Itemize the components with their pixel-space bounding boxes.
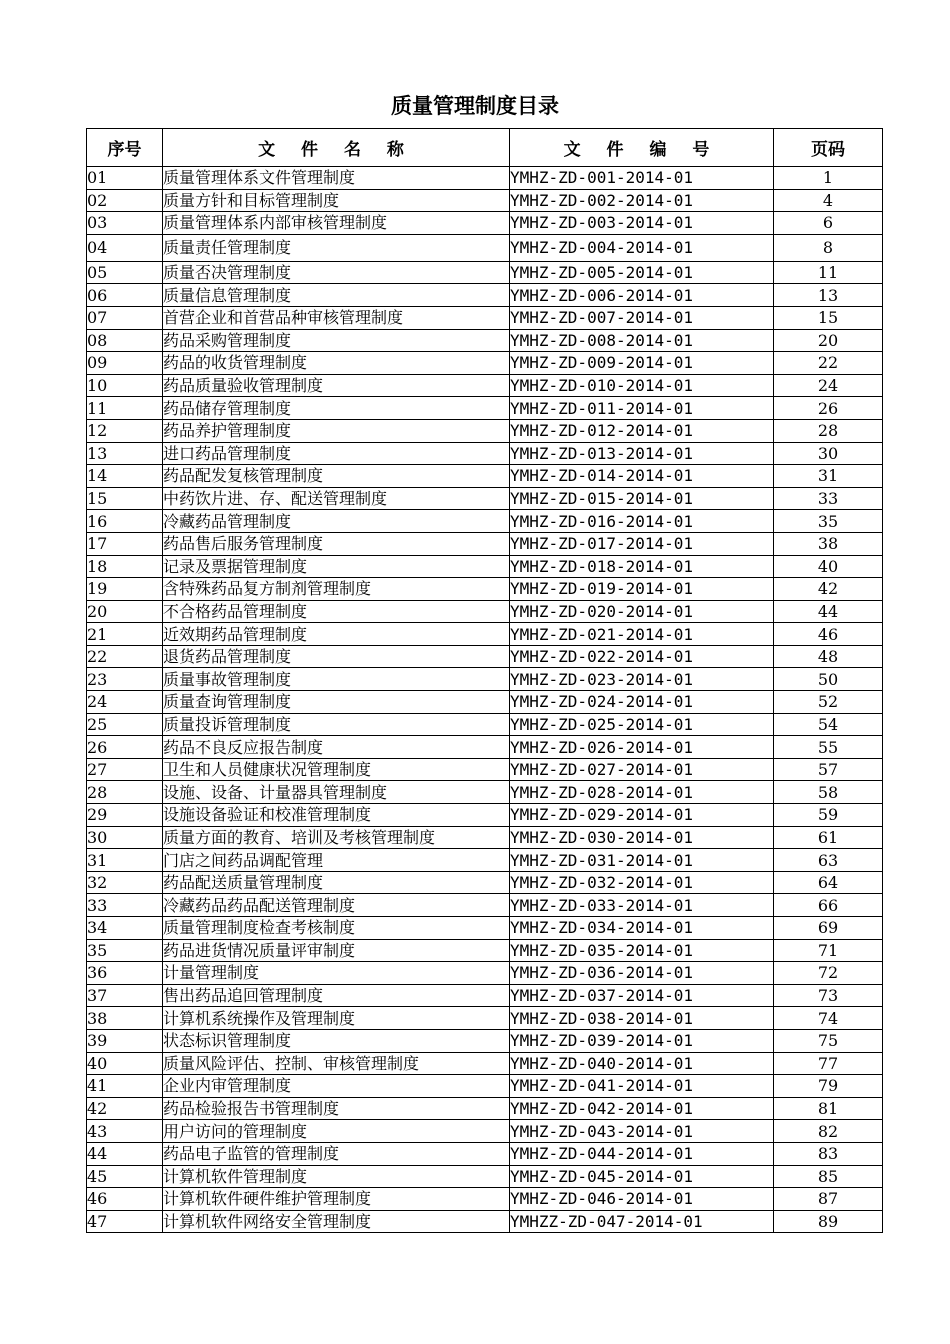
document-code: YMHZ-ZD-014-2014-01: [510, 465, 774, 488]
document-name: 记录及票据管理制度: [163, 555, 510, 578]
page-number: 66: [774, 894, 883, 917]
document-code: YMHZ-ZD-023-2014-01: [510, 668, 774, 691]
document-name: 设施、设备、计量器具管理制度: [163, 781, 510, 804]
table-row: [87, 894, 883, 917]
document-name: 药品的收货管理制度: [163, 352, 510, 375]
document-name: 冷藏药品管理制度: [163, 510, 510, 533]
document-name: 药品检验报告书管理制度: [163, 1097, 510, 1120]
row-number: 25: [87, 713, 163, 736]
document-code: YMHZ-ZD-038-2014-01: [510, 1007, 774, 1030]
row-number: 39: [87, 1029, 163, 1052]
row-number: 12: [87, 419, 163, 442]
document-code: YMHZ-ZD-034-2014-01: [510, 917, 774, 940]
row-number: 21: [87, 623, 163, 646]
document-name: 状态标识管理制度: [163, 1029, 510, 1052]
table-row: [87, 487, 883, 510]
header-number: 序号: [87, 129, 163, 167]
page-number: 11: [774, 261, 883, 284]
table-row: [87, 189, 883, 212]
document-code: YMHZ-ZD-011-2014-01: [510, 397, 774, 420]
table-row: [87, 167, 883, 190]
page-number: 64: [774, 871, 883, 894]
table-row: [87, 1188, 883, 1211]
row-number: 13: [87, 442, 163, 465]
row-number: 05: [87, 261, 163, 284]
document-code: YMHZ-ZD-021-2014-01: [510, 623, 774, 646]
row-number: 23: [87, 668, 163, 691]
table-row: [87, 600, 883, 623]
document-code: YMHZ-ZD-005-2014-01: [510, 261, 774, 284]
row-number: 37: [87, 984, 163, 1007]
page-number: 24: [774, 374, 883, 397]
row-number: 17: [87, 532, 163, 555]
page-number: 1: [774, 167, 883, 190]
document-name: 设施设备验证和校准管理制度: [163, 804, 510, 827]
document-name: 药品采购管理制度: [163, 329, 510, 352]
row-number: 34: [87, 917, 163, 940]
document-code: YMHZ-ZD-030-2014-01: [510, 826, 774, 849]
document-name: 药品不良反应报告制度: [163, 736, 510, 759]
table-row: [87, 962, 883, 985]
document-name: 含特殊药品复方制剂管理制度: [163, 578, 510, 601]
row-number: 45: [87, 1165, 163, 1188]
row-number: 18: [87, 555, 163, 578]
page-number: 82: [774, 1120, 883, 1143]
page-number: 33: [774, 487, 883, 510]
document-code: YMHZ-ZD-041-2014-01: [510, 1075, 774, 1098]
table-row: [87, 736, 883, 759]
table-row: [87, 234, 883, 261]
document-code: YMHZ-ZD-010-2014-01: [510, 374, 774, 397]
row-number: 41: [87, 1075, 163, 1098]
row-number: 26: [87, 736, 163, 759]
document-code: YMHZ-ZD-027-2014-01: [510, 758, 774, 781]
page-number: 35: [774, 510, 883, 533]
page-number: 61: [774, 826, 883, 849]
row-number: 27: [87, 758, 163, 781]
page-number: 31: [774, 465, 883, 488]
row-number: 24: [87, 691, 163, 714]
document-code: YMHZ-ZD-040-2014-01: [510, 1052, 774, 1075]
document-code: YMHZ-ZD-035-2014-01: [510, 939, 774, 962]
table-row: [87, 804, 883, 827]
table-row: [87, 668, 883, 691]
table-row: [87, 917, 883, 940]
page-number: 57: [774, 758, 883, 781]
document-name: 冷藏药品药品配送管理制度: [163, 894, 510, 917]
row-number: 33: [87, 894, 163, 917]
document-name: 质量否决管理制度: [163, 261, 510, 284]
page-number: 63: [774, 849, 883, 872]
row-number: 04: [87, 234, 163, 261]
table-row: [87, 329, 883, 352]
document-name: 质量投诉管理制度: [163, 713, 510, 736]
row-number: 40: [87, 1052, 163, 1075]
document-code: YMHZ-ZD-018-2014-01: [510, 555, 774, 578]
document-code: YMHZ-ZD-044-2014-01: [510, 1142, 774, 1165]
row-number: 42: [87, 1097, 163, 1120]
document-code: YMHZ-ZD-043-2014-01: [510, 1120, 774, 1143]
table-row: [87, 352, 883, 375]
document-code: YMHZ-ZD-009-2014-01: [510, 352, 774, 375]
page-number: 22: [774, 352, 883, 375]
row-number: 36: [87, 962, 163, 985]
page-number: 38: [774, 532, 883, 555]
table-row: [87, 374, 883, 397]
document-name: 药品售后服务管理制度: [163, 532, 510, 555]
document-code: YMHZ-ZD-025-2014-01: [510, 713, 774, 736]
page-number: 30: [774, 442, 883, 465]
table-row: [87, 1165, 883, 1188]
page-number: 55: [774, 736, 883, 759]
page-number: 50: [774, 668, 883, 691]
row-number: 47: [87, 1210, 163, 1233]
row-number: 10: [87, 374, 163, 397]
document-code: YMHZ-ZD-002-2014-01: [510, 189, 774, 212]
row-number: 46: [87, 1188, 163, 1211]
row-number: 30: [87, 826, 163, 849]
document-code: YMHZ-ZD-007-2014-01: [510, 306, 774, 329]
table-row: [87, 645, 883, 668]
document-name: 质量信息管理制度: [163, 284, 510, 307]
document-code: YMHZ-ZD-024-2014-01: [510, 691, 774, 714]
document-name: 卫生和人员健康状况管理制度: [163, 758, 510, 781]
document-code: YMHZ-ZD-017-2014-01: [510, 532, 774, 555]
page-number: 26: [774, 397, 883, 420]
document-name: 质量方面的教育、培训及考核管理制度: [163, 826, 510, 849]
table-row: [87, 419, 883, 442]
document-name: 进口药品管理制度: [163, 442, 510, 465]
row-number: 35: [87, 939, 163, 962]
row-number: 06: [87, 284, 163, 307]
document-code: YMHZ-ZD-003-2014-01: [510, 212, 774, 235]
document-name: 质量责任管理制度: [163, 234, 510, 261]
row-number: 09: [87, 352, 163, 375]
page-number: 42: [774, 578, 883, 601]
document-name: 质量管理体系文件管理制度: [163, 167, 510, 190]
page-number: 20: [774, 329, 883, 352]
document-name: 质量管理制度检查考核制度: [163, 917, 510, 940]
document-code: YMHZ-ZD-032-2014-01: [510, 871, 774, 894]
document-code: YMHZ-ZD-016-2014-01: [510, 510, 774, 533]
row-number: 07: [87, 306, 163, 329]
row-number: 14: [87, 465, 163, 488]
table-row: [87, 713, 883, 736]
page-number: 44: [774, 600, 883, 623]
table-row: [87, 871, 883, 894]
page-number: 79: [774, 1075, 883, 1098]
page-number: 71: [774, 939, 883, 962]
row-number: 43: [87, 1120, 163, 1143]
document-name: 质量风险评估、控制、审核管理制度: [163, 1052, 510, 1075]
page-number: 89: [774, 1210, 883, 1233]
document-name: 药品进货情况质量评审制度: [163, 939, 510, 962]
document-name: 门店之间药品调配管理: [163, 849, 510, 872]
table-row: [87, 1120, 883, 1143]
page-number: 58: [774, 781, 883, 804]
table-row: [87, 465, 883, 488]
page-number: 54: [774, 713, 883, 736]
row-number: 11: [87, 397, 163, 420]
table-row: [87, 984, 883, 1007]
document-code: YMHZ-ZD-006-2014-01: [510, 284, 774, 307]
table-row: [87, 212, 883, 235]
document-name: 计量管理制度: [163, 962, 510, 985]
page-number: 72: [774, 962, 883, 985]
header-row: [87, 129, 883, 167]
document-name: 药品储存管理制度: [163, 397, 510, 420]
page-number: 46: [774, 623, 883, 646]
document-code: YMHZZ-ZD-047-2014-01: [510, 1210, 774, 1233]
row-number: 29: [87, 804, 163, 827]
row-number: 32: [87, 871, 163, 894]
document-name: 药品养护管理制度: [163, 419, 510, 442]
table-row: [87, 1142, 883, 1165]
page-number: 52: [774, 691, 883, 714]
document-code: YMHZ-ZD-037-2014-01: [510, 984, 774, 1007]
document-name: 计算机软件硬件维护管理制度: [163, 1188, 510, 1211]
table-row: [87, 691, 883, 714]
table-row: [87, 1097, 883, 1120]
table-row: [87, 1210, 883, 1233]
row-number: 44: [87, 1142, 163, 1165]
row-number: 38: [87, 1007, 163, 1030]
table-row: [87, 849, 883, 872]
row-number: 19: [87, 578, 163, 601]
page-number: 74: [774, 1007, 883, 1030]
table-row: [87, 1029, 883, 1052]
document-name: 近效期药品管理制度: [163, 623, 510, 646]
page-number: 6: [774, 212, 883, 235]
document-name: 药品质量验收管理制度: [163, 374, 510, 397]
table-row: [87, 284, 883, 307]
document-name: 计算机软件管理制度: [163, 1165, 510, 1188]
row-number: 20: [87, 600, 163, 623]
document-code: YMHZ-ZD-039-2014-01: [510, 1029, 774, 1052]
document-index-table: [86, 128, 883, 1233]
document-name: 药品配送质量管理制度: [163, 871, 510, 894]
row-number: 08: [87, 329, 163, 352]
document-code: YMHZ-ZD-031-2014-01: [510, 849, 774, 872]
table-body: [87, 167, 883, 1233]
table-row: [87, 397, 883, 420]
row-number: 01: [87, 167, 163, 190]
document-name: 药品电子监管的管理制度: [163, 1142, 510, 1165]
table-row: [87, 261, 883, 284]
table-row: [87, 555, 883, 578]
page-number: 73: [774, 984, 883, 1007]
page-number: 4: [774, 189, 883, 212]
table-row: [87, 939, 883, 962]
page-number: 75: [774, 1029, 883, 1052]
table-row: [87, 442, 883, 465]
page-number: 59: [774, 804, 883, 827]
document-code: YMHZ-ZD-001-2014-01: [510, 167, 774, 190]
page-number: 8: [774, 234, 883, 261]
row-number: 31: [87, 849, 163, 872]
table-row: [87, 1052, 883, 1075]
document-code: YMHZ-ZD-008-2014-01: [510, 329, 774, 352]
document-name: 质量管理体系内部审核管理制度: [163, 212, 510, 235]
document-code: YMHZ-ZD-028-2014-01: [510, 781, 774, 804]
row-number: 03: [87, 212, 163, 235]
page-number: 83: [774, 1142, 883, 1165]
page-number: 15: [774, 306, 883, 329]
page-number: 69: [774, 917, 883, 940]
row-number: 28: [87, 781, 163, 804]
document-name: 不合格药品管理制度: [163, 600, 510, 623]
document-name: 首营企业和首营品种审核管理制度: [163, 306, 510, 329]
document-code: YMHZ-ZD-046-2014-01: [510, 1188, 774, 1211]
page-number: 48: [774, 645, 883, 668]
document-name: 质量方针和目标管理制度: [163, 189, 510, 212]
row-number: 02: [87, 189, 163, 212]
table-row: [87, 510, 883, 533]
document-name: 企业内审管理制度: [163, 1075, 510, 1098]
document-code: YMHZ-ZD-036-2014-01: [510, 962, 774, 985]
page-number: 87: [774, 1188, 883, 1211]
header-document-name: 文 件 名 称: [163, 129, 510, 167]
document-code: YMHZ-ZD-045-2014-01: [510, 1165, 774, 1188]
header-document-code: 文 件 编 号: [510, 129, 774, 167]
document-name: 质量事故管理制度: [163, 668, 510, 691]
table-row: [87, 1075, 883, 1098]
document-name: 质量查询管理制度: [163, 691, 510, 714]
page-number: 77: [774, 1052, 883, 1075]
document-name: 计算机软件网络安全管理制度: [163, 1210, 510, 1233]
document-code: YMHZ-ZD-022-2014-01: [510, 645, 774, 668]
document-code: YMHZ-ZD-042-2014-01: [510, 1097, 774, 1120]
document-name: 计算机系统操作及管理制度: [163, 1007, 510, 1030]
document-name: 退货药品管理制度: [163, 645, 510, 668]
page-number: 40: [774, 555, 883, 578]
table-row: [87, 1007, 883, 1030]
document-code: YMHZ-ZD-019-2014-01: [510, 578, 774, 601]
table-row: [87, 306, 883, 329]
document-code: YMHZ-ZD-026-2014-01: [510, 736, 774, 759]
document-code: YMHZ-ZD-004-2014-01: [510, 234, 774, 261]
table-row: [87, 532, 883, 555]
page-number: 13: [774, 284, 883, 307]
header-page: 页码: [774, 129, 883, 167]
table-row: [87, 578, 883, 601]
table-row: [87, 826, 883, 849]
page-number: 81: [774, 1097, 883, 1120]
page-number: 85: [774, 1165, 883, 1188]
document-code: YMHZ-ZD-015-2014-01: [510, 487, 774, 510]
row-number: 15: [87, 487, 163, 510]
document-name: 药品配发复核管理制度: [163, 465, 510, 488]
document-code: YMHZ-ZD-033-2014-01: [510, 894, 774, 917]
document-code: YMHZ-ZD-013-2014-01: [510, 442, 774, 465]
document-name: 中药饮片进、存、配送管理制度: [163, 487, 510, 510]
table-row: [87, 758, 883, 781]
page-title: 质量管理制度目录: [391, 94, 559, 118]
page-number: 28: [774, 419, 883, 442]
row-number: 22: [87, 645, 163, 668]
document-code: YMHZ-ZD-029-2014-01: [510, 804, 774, 827]
table-row: [87, 781, 883, 804]
document-name: 用户访问的管理制度: [163, 1120, 510, 1143]
document-name: 售出药品追回管理制度: [163, 984, 510, 1007]
document-code: YMHZ-ZD-012-2014-01: [510, 419, 774, 442]
row-number: 16: [87, 510, 163, 533]
document-code: YMHZ-ZD-020-2014-01: [510, 600, 774, 623]
table-row: [87, 623, 883, 646]
